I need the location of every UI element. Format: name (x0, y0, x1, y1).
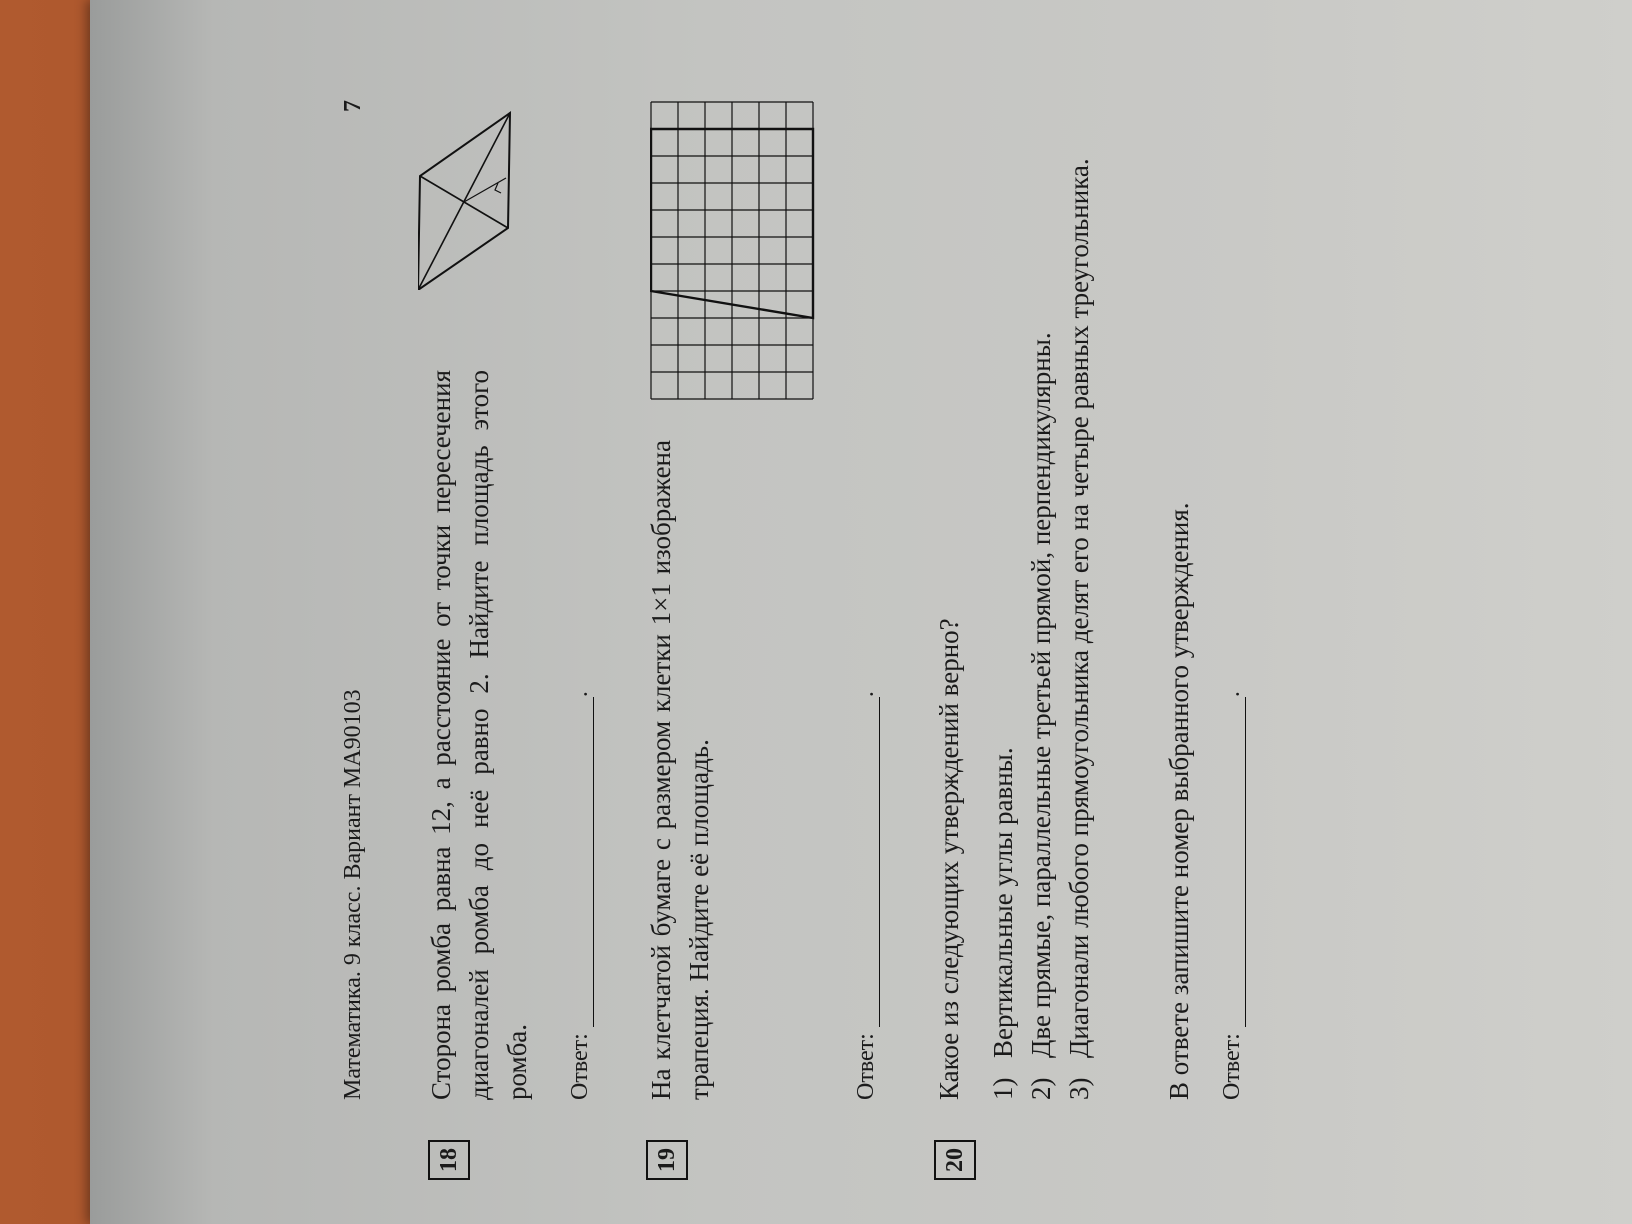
option-text: Вертикальные углы равны. (988, 747, 1018, 1058)
page-number: 7 (340, 100, 366, 112)
answer-line-18[interactable] (567, 697, 594, 1027)
option-number: 3) (1064, 1077, 1094, 1100)
option-3 (1060, 100, 1098, 1100)
answer-label: Ответ: (567, 1033, 593, 1100)
answer-end: . (567, 691, 593, 698)
question-20-options (984, 100, 1098, 1100)
page-header-title: Математика. 9 класс. Вариант МА90103 (340, 689, 366, 1100)
exam-page (330, 100, 1245, 1172)
option-number: 1) (988, 1077, 1018, 1100)
option-2 (1022, 100, 1060, 1100)
question-19-answer (848, 691, 880, 1100)
answer-end: . (853, 691, 879, 698)
question-20-number: 20 (934, 1140, 976, 1180)
option-text: Диагонали любого прямоугольника делят его на четыре равных треугольника. (1064, 158, 1094, 1058)
option-1 (984, 100, 1022, 1100)
rhombus-figure (418, 105, 513, 290)
answer-line-20[interactable] (1219, 697, 1246, 1027)
question-18-number: 18 (428, 1140, 470, 1180)
trapezoid-grid-figure (650, 100, 815, 400)
option-number: 2) (1026, 1077, 1056, 1100)
question-19-number: 19 (646, 1140, 688, 1180)
answer-label: Ответ: (1219, 1033, 1245, 1100)
question-20-instruction: В ответе запишите номер выбранного утверждения. (1164, 502, 1194, 1100)
option-text: Две прямые, параллельные третьей прямой, перпендикулярны. (1026, 332, 1056, 1058)
answer-line-19[interactable] (853, 697, 880, 1027)
answer-end: . (1219, 691, 1245, 698)
question-19-text: На клетчатой бумаге с размером клетки 1×1 изображена трапеция. Найдите её площадь. (646, 440, 714, 1100)
question-20-answer (1214, 691, 1246, 1100)
question-18-answer (562, 691, 594, 1100)
question-20-text: Какое из следующих утверждений верно? (934, 618, 964, 1100)
answer-label: Ответ: (853, 1033, 879, 1100)
question-18-text: Сторона ромба равна 12, а расстояние от точки пересечения диагоналей ромба до неё равно 2. Найдите площадь этого ромба. (426, 370, 532, 1100)
